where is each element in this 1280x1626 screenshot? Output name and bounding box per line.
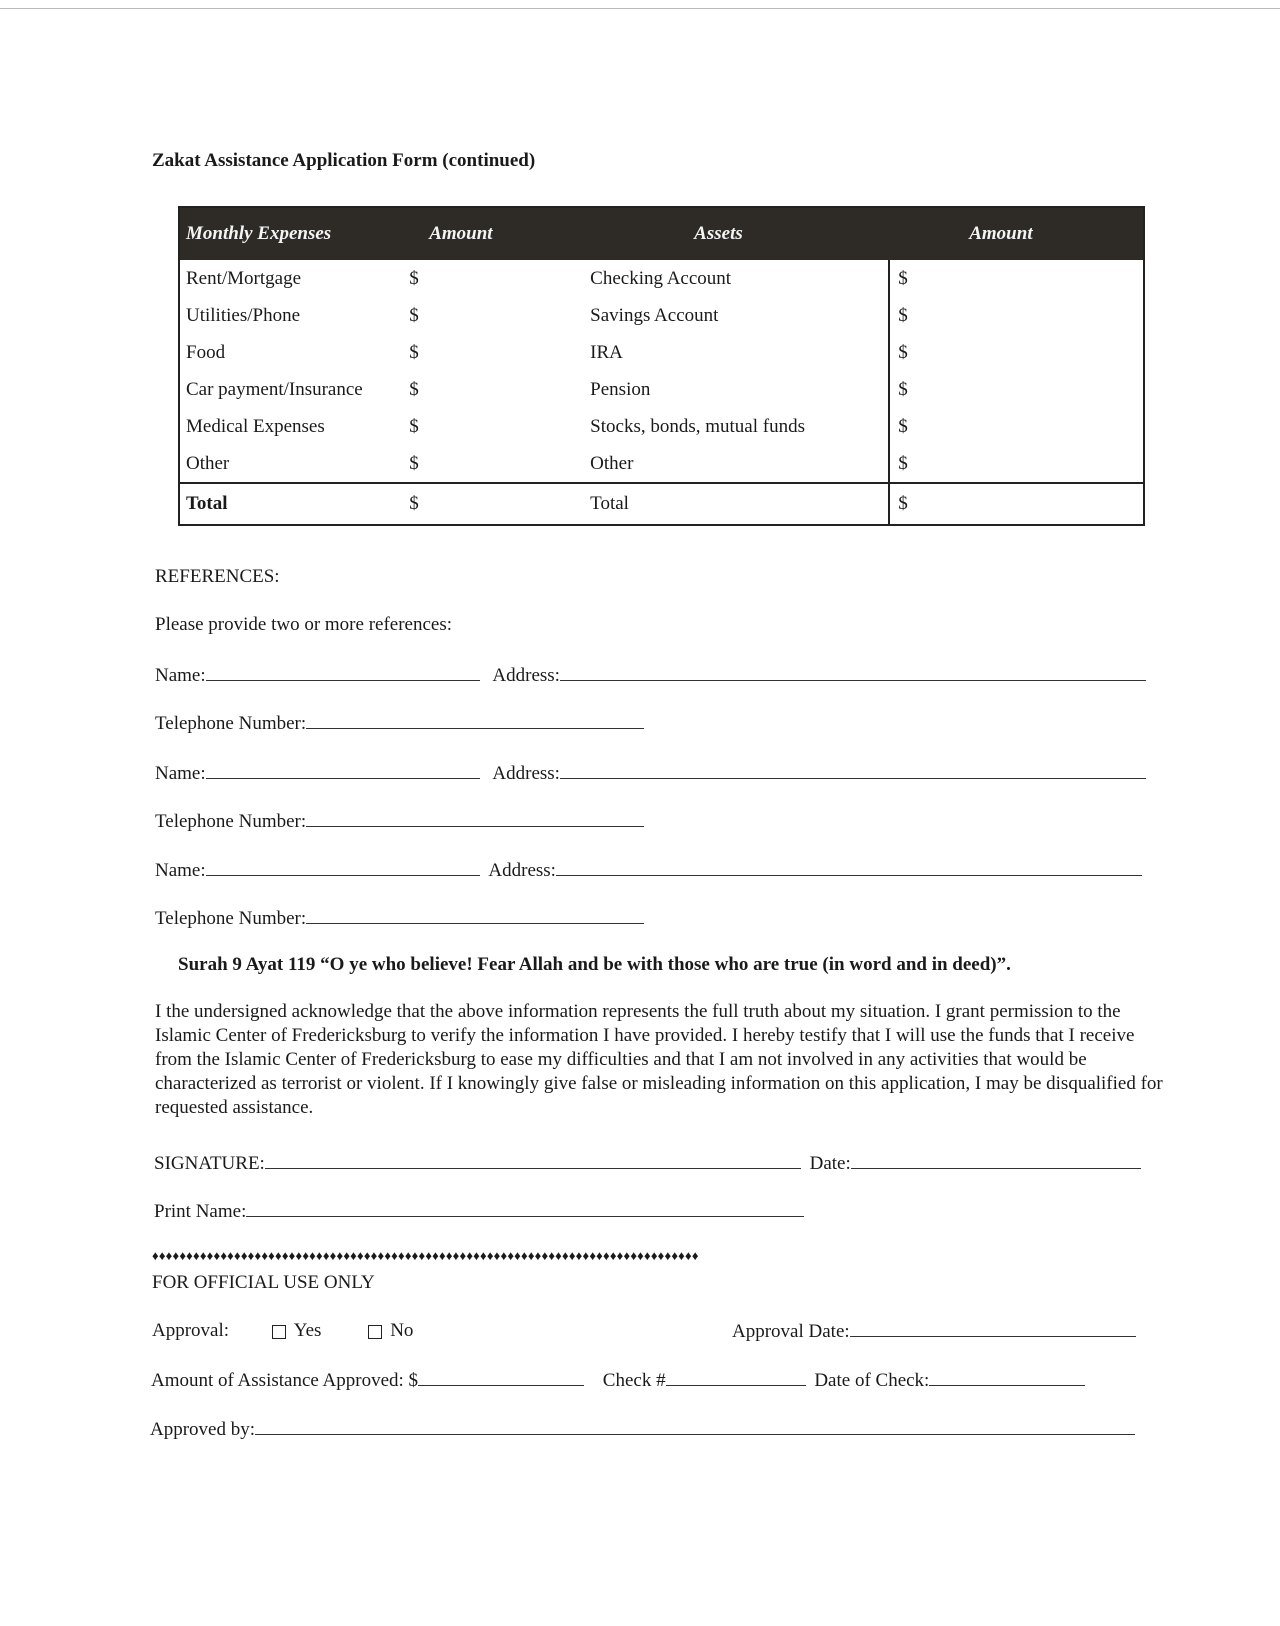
assistance-row [151,1367,1085,1392]
approval-no-option[interactable] [368,1320,413,1342]
official-use-heading: FOR OFFICIAL USE ONLY [152,1272,375,1293]
currency-sign: $ [409,415,419,437]
phone-label: Telephone Number: [155,713,307,734]
amount-approved-label: Amount of Assistance Approved: $ [151,1370,419,1391]
references-instructions: Please provide two or more references: [155,614,453,635]
reference-3-address-field[interactable] [556,857,1142,876]
amount-approved-field[interactable] [418,1367,584,1386]
approval-date-row [732,1318,1136,1343]
expense-amount-field[interactable] [385,408,584,445]
reference-3-name-field[interactable] [206,857,480,876]
declaration-paragraph: I the undersigned acknowledge that the above information represents the full truth about my situation. I grant permission to the Islamic Center of Fredericksburg to verify the information I have provided. I hereby testify that I will use the funds that I receive from the Islamic Center of Fredericksburg to ease my difficulties and that I am not involved in any activities that would be characterized as terrorist or violent. If I knowingly give false or misleading information on this application, I may be disqualified for requested assistance. [155,1001,1163,1118]
references-heading: REFERENCES: [155,566,280,587]
table-row [179,371,1144,408]
asset-amount-field[interactable] [889,445,1144,483]
expense-label: Other [186,452,230,474]
expense-label: Food [186,341,226,363]
yes-label: Yes [293,1320,322,1341]
print-name-row [154,1198,804,1223]
asset-total-field[interactable] [889,483,1144,525]
diamond-divider: ♦♦♦♦♦♦♦♦♦♦♦♦♦♦♦♦♦♦♦♦♦♦♦♦♦♦♦♦♦♦♦♦♦♦♦♦♦♦♦♦♦♦♦♦♦♦♦♦♦♦♦♦♦♦♦♦♦♦♦♦♦♦♦♦♦♦♦♦♦♦♦♦♦♦♦♦♦♦♦♦ [152,1248,699,1263]
date-of-check-label: Date of Check: [814,1370,930,1391]
currency-sign: $ [898,415,908,437]
currency-sign: $ [898,267,908,289]
table-row [179,445,1144,483]
signature-date-field[interactable] [851,1150,1141,1169]
approved-by-label: Approved by: [150,1419,256,1440]
address-label: Address: [492,763,560,784]
no-checkbox[interactable] [368,1325,382,1339]
phone-label: Telephone Number: [155,811,307,832]
approval-label: Approval: [152,1320,230,1341]
reference-3-phone-row [155,905,644,930]
expense-label: Rent/Mortgage [186,267,302,289]
header-assets: Assets [584,207,889,260]
check-number-label: Check # [602,1370,666,1391]
header-expense-amount: Amount [385,207,584,260]
asset-amount-field[interactable] [889,408,1144,445]
asset-amount-field[interactable] [889,297,1144,334]
currency-sign: $ [898,452,908,474]
asset-amount-field[interactable] [889,334,1144,371]
signature-row [154,1150,1141,1175]
print-name-field[interactable] [246,1198,804,1217]
reference-2-address-field[interactable] [560,760,1146,779]
reference-1-name-row [155,662,1146,687]
currency-sign: $ [409,304,419,326]
asset-label: Checking Account [590,267,732,289]
asset-label: Savings Account [590,304,719,326]
expense-total-label: Total [179,483,385,525]
check-number-field[interactable] [666,1367,806,1386]
asset-label: Other [590,452,634,474]
page-title: Zakat Assistance Application Form (continued) [152,150,536,171]
quran-quote: Surah 9 Ayat 119 “O ye who believe! Fear Allah and be with those who are true (in word and in deed)”. [178,954,1011,975]
yes-checkbox[interactable] [272,1325,286,1339]
expense-label: Medical Expenses [186,415,325,437]
name-label: Name: [155,763,206,784]
currency-sign: $ [409,452,419,474]
asset-label: Stocks, bonds, mutual funds [590,415,805,437]
expense-label: Car payment/Insurance [186,378,363,400]
expense-amount-field[interactable] [385,334,584,371]
date-label: Date: [809,1153,851,1174]
asset-label: Pension [590,378,651,400]
table-row [179,297,1144,334]
currency-sign: $ [409,267,419,289]
address-label: Address: [492,665,560,686]
asset-total-label: Total [584,483,889,525]
signature-field[interactable] [265,1150,801,1169]
reference-2-name-field[interactable] [206,760,480,779]
currency-sign: $ [409,493,419,514]
expense-amount-field[interactable] [385,260,584,297]
finances-table [178,206,1145,526]
table-header-row [179,207,1144,260]
expense-label: Utilities/Phone [186,304,300,326]
print-name-label: Print Name: [154,1201,247,1222]
currency-sign: $ [409,341,419,363]
asset-amount-field[interactable] [889,371,1144,408]
expense-amount-field[interactable] [385,371,584,408]
header-monthly-expenses: Monthly Expenses [179,207,385,260]
approved-by-row [150,1416,1135,1441]
address-label: Address: [488,860,556,881]
name-label: Name: [155,860,206,881]
currency-sign: $ [898,378,908,400]
approval-date-field[interactable] [850,1318,1136,1337]
table-row [179,260,1144,297]
reference-1-name-field[interactable] [206,662,480,681]
no-label: No [390,1320,414,1341]
table-total-row [179,483,1144,525]
expense-amount-field[interactable] [385,445,584,483]
signature-label: SIGNATURE: [154,1153,265,1174]
scan-edge-line [0,8,1280,9]
reference-3-name-row [155,857,1142,882]
asset-label: IRA [590,341,623,363]
name-label: Name: [155,665,206,686]
phone-label: Telephone Number: [155,908,307,929]
reference-1-phone-field[interactable] [306,710,644,729]
currency-sign: $ [409,378,419,400]
currency-sign: $ [898,304,908,326]
currency-sign: $ [898,341,908,363]
reference-1-phone-row [155,710,644,735]
reference-3-phone-field[interactable] [306,905,644,924]
table-row [179,408,1144,445]
reference-1-address-field[interactable] [560,662,1146,681]
header-asset-amount: Amount [889,207,1144,260]
expense-total-field[interactable] [385,483,584,525]
approved-by-field[interactable] [255,1416,1135,1435]
currency-sign: $ [898,493,908,514]
date-of-check-field[interactable] [929,1367,1085,1386]
reference-2-phone-field[interactable] [306,808,644,827]
table-row [179,334,1144,371]
asset-amount-field[interactable] [889,260,1144,297]
reference-2-name-row [155,760,1146,785]
approval-yes-option[interactable] [272,1320,322,1342]
expense-amount-field[interactable] [385,297,584,334]
reference-2-phone-row [155,808,644,833]
approval-row [152,1320,413,1342]
approval-date-label: Approval Date: [732,1321,850,1342]
